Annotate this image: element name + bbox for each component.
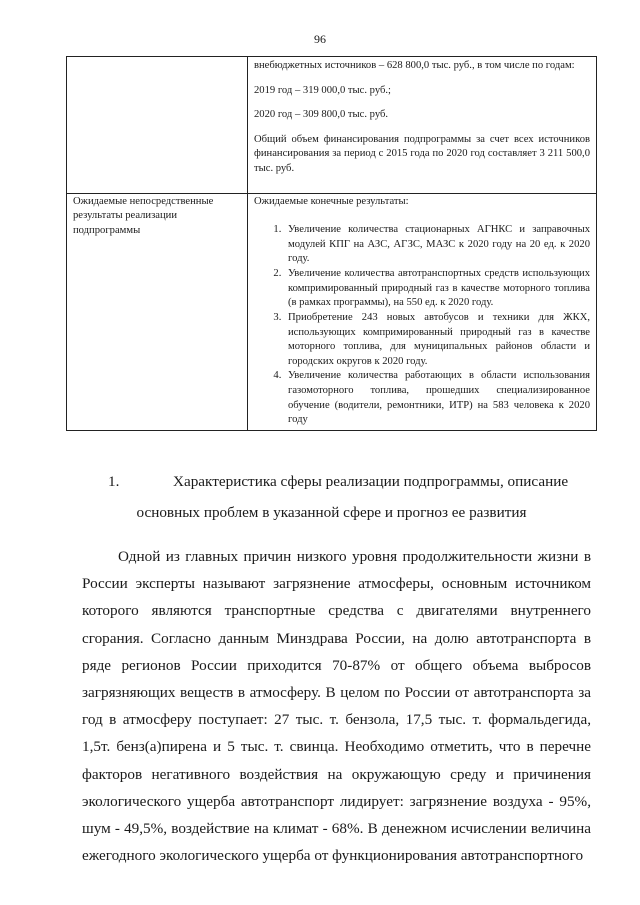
list-item: 2. Увеличение количества автотранспортных средств использующих компримированный природный газ в качестве моторного топлива (в рамках программы), на 550 ед. к 2020 году. — [284, 267, 590, 311]
table-row — [67, 193, 597, 430]
list-item: 3. Приобретение 243 новых автобусов и техники для ЖКХ, использующих компримированный природный газ в качестве моторного топлива, для муниципальных районов области и городских округов к 2020 году. — [284, 311, 590, 369]
expected-results-heading: Ожидаемые конечные результаты: — [254, 195, 409, 207]
body-paragraph: Одной из главных причин низкого уровня продолжительности жизни в России эксперты называют загрязнение атмосферы, основным источником которого являются транспортные средства с двигателями внутреннего сгорания. Согласно данным Минздрава России, на долю автотранспорта в ряде регионов России приходится 70-87% от общего объема выбросов загрязняющих веществ в атмосферу. В целом по России от автотранспорта за год в атмосферу поступает: 27 тыс. т. бензола, 17,5 тыс. т. формальдегида, 1,5т. бенз(а)пирена и 5 тыс. т. свинца. Необходимо отметить, что в перечне факторов негативного воздействия на окружающую среду и причинения экологического ущерба автотранспорт лидирует: загрязнение воздуха - 95%, шум - 49,5%, воздействие на климат - 68%. В денежном исчислении величина ежегодного экологического ущерба от функционирования автотранспортного — [82, 548, 591, 865]
expected-results-cell — [248, 193, 597, 430]
list-item: 1. Увеличение количества стационарных АГНКС и заправочных модулей КПГ на АЗС, АГЗС, МАЗС к 2020 году на 20 ед. к 2020 году. — [284, 223, 590, 267]
page-number: 96 — [314, 32, 326, 46]
expected-results-list — [254, 223, 590, 428]
table-row — [67, 57, 597, 194]
section-title-line1: Характеристика сферы реализации подпрограммы, описание — [173, 473, 569, 490]
row1-left-cell — [67, 57, 248, 194]
financing-text: внебюджетных источников – 628 800,0 тыс. руб., в том числе по годам: — [254, 60, 575, 71]
financing-2019: 2019 год – 319 000,0 тыс. руб.; — [254, 84, 391, 96]
section-heading — [66, 466, 597, 528]
section-number: 1. — [108, 473, 120, 490]
financing-total: Общий объем финансирования подпрограммы за счет всех источников финансирования за период с 2015 года по 2020 год составляет 3 211 500,0 тыс. руб. — [254, 133, 590, 175]
financing-2020: 2020 год – 309 800,0 тыс. руб. — [254, 109, 389, 121]
list-item: 4. Увеличение количества работающих в области использования газомоторного топлива, прошедших специализированное обучение (водители, ремонтники, ИТР) на 583 человека к 2020 году — [284, 369, 590, 427]
financing-cell — [248, 57, 597, 194]
section-title-line2: основных проблем в указанной сфере и прогноз ее развития — [136, 504, 527, 521]
expected-results-label: Ожидаемые непосредственные результаты реализации подпрограммы — [67, 193, 248, 430]
program-passport-table — [66, 56, 597, 431]
